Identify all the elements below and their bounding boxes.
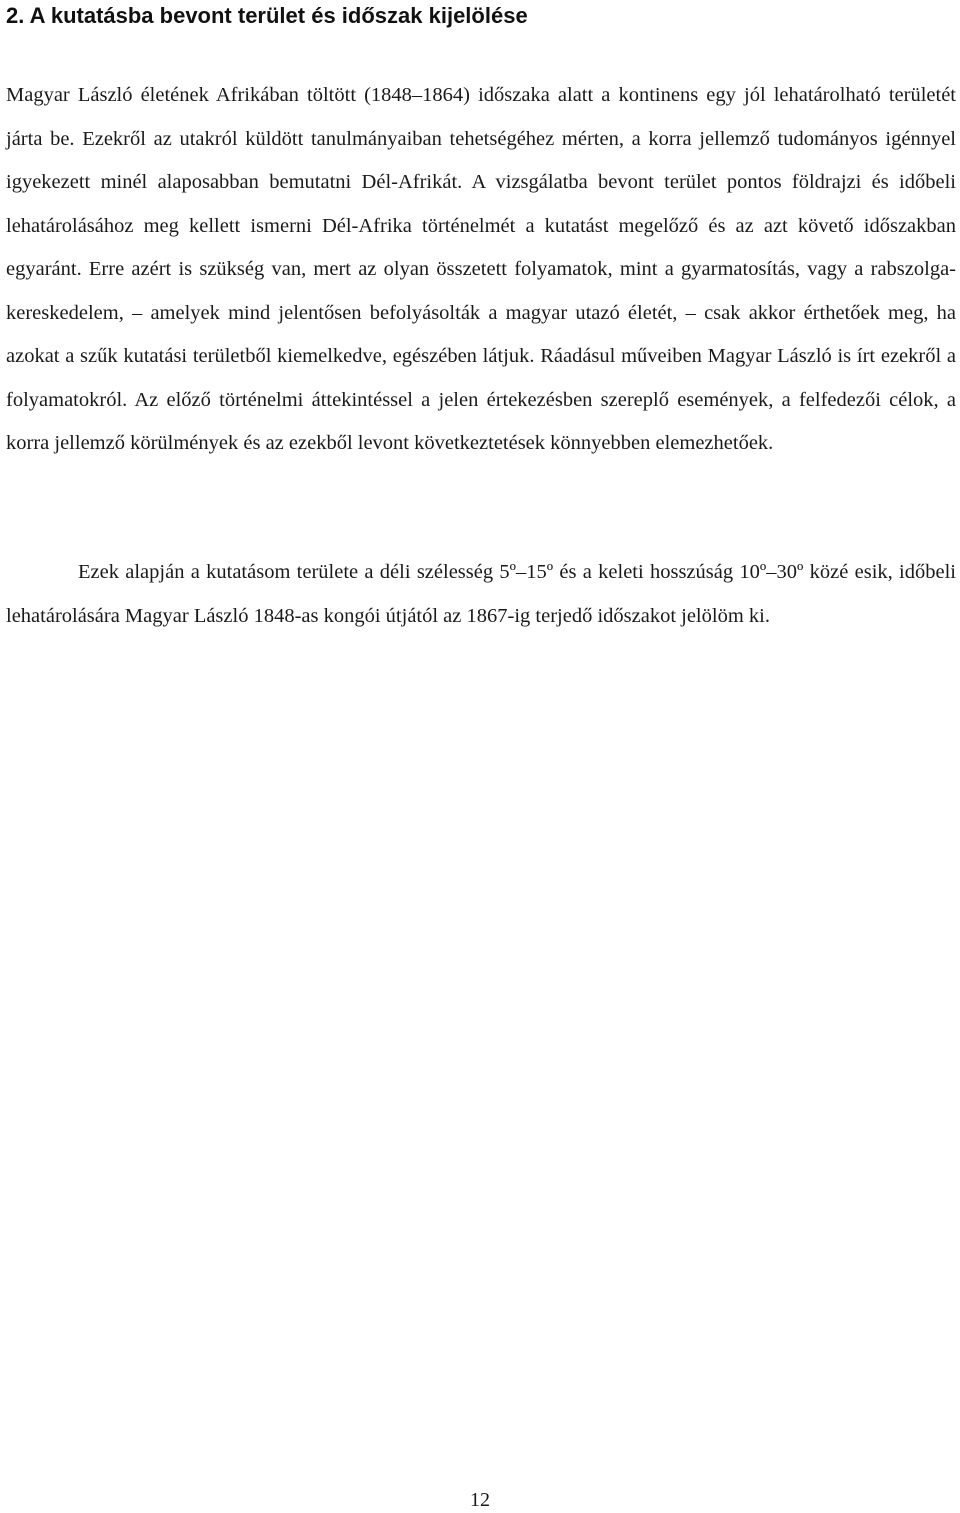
paragraph-2: Ezek alapján a kutatásom területe a déli szélesség 5º–15º és a keleti hosszúság 10º–30º közé esik, időbeli lehatárolására Magyar László 1848-as kongói útjától az 1867-ig terjedő időszakot jelölöm ki. (6, 561, 956, 627)
page-number: 12 (470, 1489, 490, 1511)
paragraph-1: Magyar László életének Afrikában töltött (1848–1864) időszaka alatt a kontinens egy jól lehatárolható területét járta be. Ezekről az utakról küldött tanulmányaiban tehetségéhez mérten, a korra jellemző tudományos igénnyel igyekezett minél alaposabban bemutatni Dél-Afrikát. A vizsgálatba bevont terület pontos földrajzi és időbeli lehatárolásához meg kellett ismerni Dél-Afrika történelmét a kutatást megelőző és az azt követő időszakban egyaránt. Erre azért is szükség van, mert az olyan összetett folyamatok, mint a gyarmatosítás, vagy a rabszolga-kereskedelem, – amelyek mind jelentősen befolyásolták a magyar utazó életét, – csak akkor érthetőek meg, ha azokat a szűk kutatási területből kiemelkedve, egészében látjuk. Ráadásul műveiben Magyar László is írt ezekről a folyamatokról. Az előző történelmi áttekintéssel a jelen értekezésben szereplő események, a felfedezői célok, a korra jellemző körülmények és az ezekből levont következtetések könnyebben elemezhetőek. (6, 84, 956, 454)
section-heading: 2. A kutatásba bevont terület és időszak kijelölése (6, 3, 528, 28)
